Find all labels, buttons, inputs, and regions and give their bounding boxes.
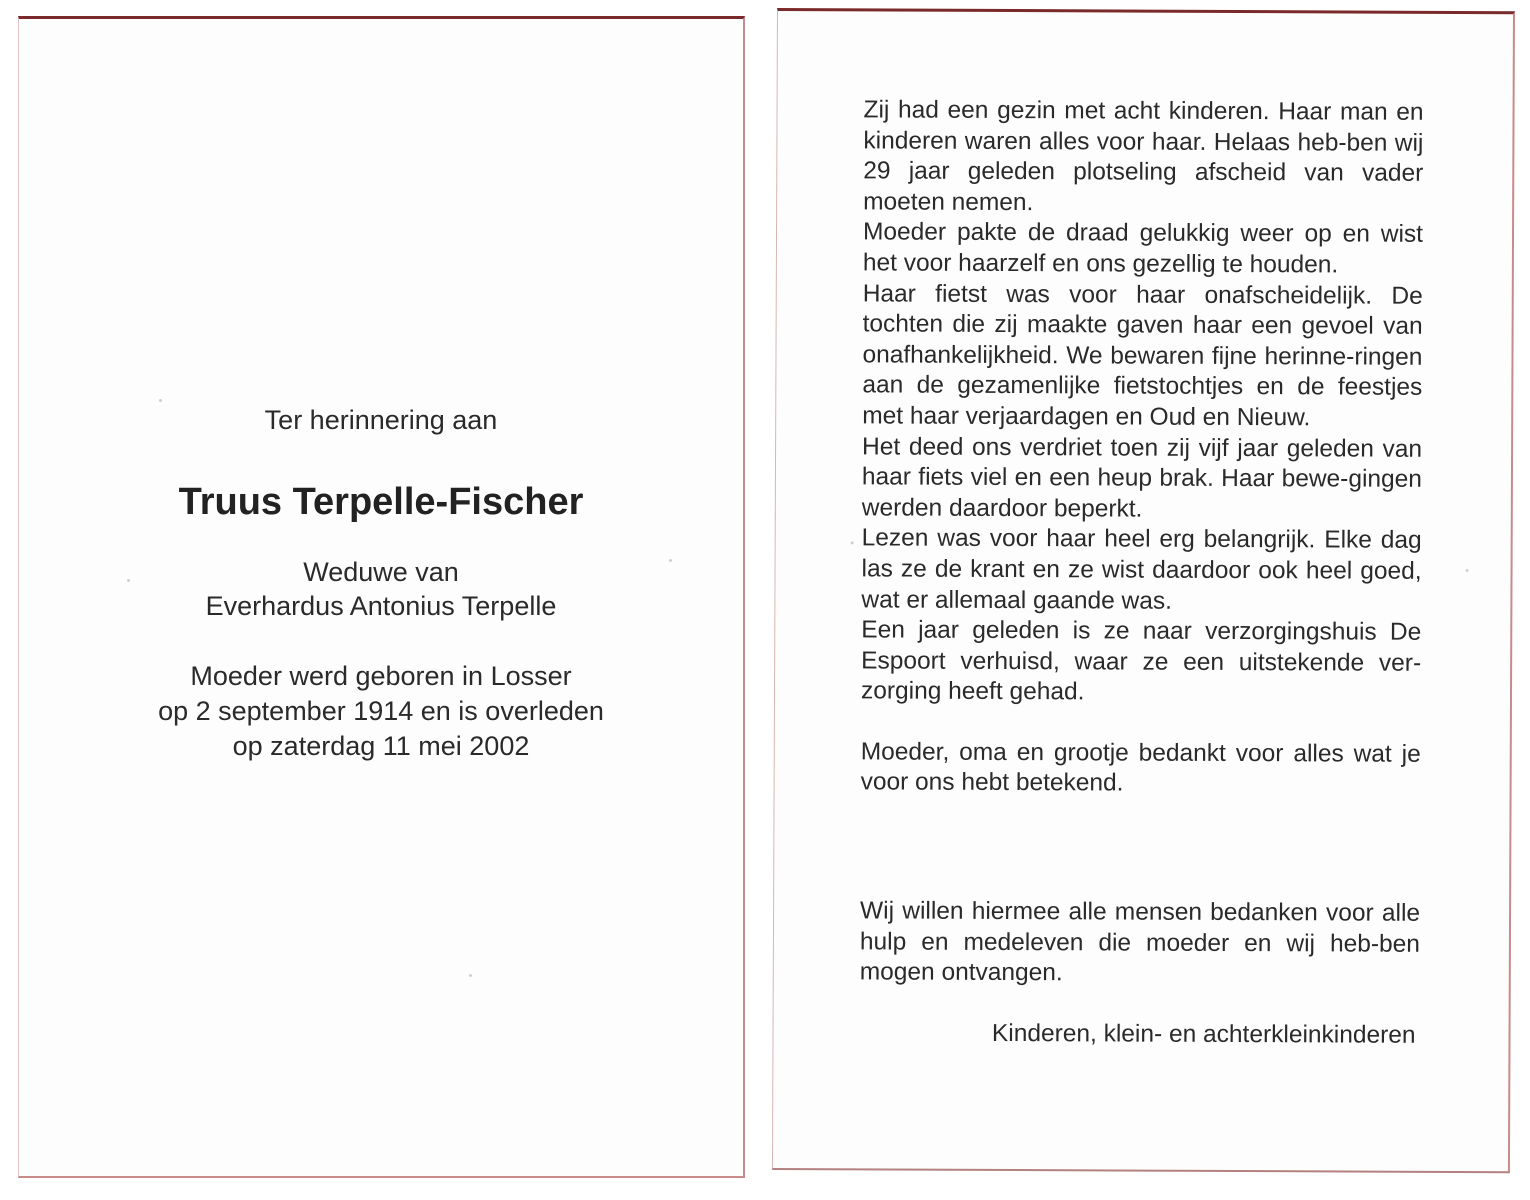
widow-block (19, 555, 743, 623)
paragraph-family: Zij had een gezin met acht kinderen. Haar man en kinderen waren alles voor haar. Helaas heb-ben wij 29 jaar geleden plotseling afscheid van vader moeten nemen. (863, 96, 1424, 216)
memorial-card-front (18, 16, 745, 1178)
widow-label: Weduwe van (303, 557, 459, 587)
thanks-paragraph: Moeder, oma en grootje bedankt voor alles wat je voor ons hebt betekend. (860, 738, 1421, 797)
life-dates-block (19, 659, 743, 764)
birth-line-1: Moeder werd geboren in Losser (190, 661, 572, 691)
spouse-name: Everhardus Antonius Terpelle (205, 591, 557, 621)
paragraph-care-home: Een jaar geleden is ze naar verzorgingshuis De Espoort verhuisd, waar ze een uitstekende ver-zorging heeft gehad. (860, 616, 1422, 706)
paragraph-fall: Het deed ons verdriet toen zij vijf jaar geleden van haar fiets viel en een heup brak. Haar bewe-gingen werden daardoor beperkt. (861, 432, 1423, 523)
paragraph-mother: Moeder pakte de draad gelukkig weer op en wist het voor haarzelf en ons gezellig te houden. (862, 218, 1424, 279)
paragraph-reading: Lezen was voor haar heel erg belangrijk. Elke dag las ze de krant en ze wist daardoor ook heel goed, wat er allemaal gaande was. (861, 524, 1422, 615)
paper-speck (127, 579, 130, 582)
signature: Kinderen, klein- en achterkleinkinderen (991, 1019, 1416, 1049)
paper-speck (469, 974, 472, 977)
memorial-card-back (772, 8, 1515, 1173)
paper-speck (669, 559, 672, 562)
memorial-front-text (19, 403, 743, 764)
paper-speck (851, 541, 854, 544)
paper-speck (159, 399, 162, 402)
paragraph-bicycle: Haar fietst was voor haar onafscheidelijk. De tochten die zij maakte gaven haar een gevoel van onafhankelijkheid. We bewaren fijne herinne-ringen aan de gezamenlijke fietstochtjes en de feestjes met haar verjaardagen en Oud en Nieuw. (862, 279, 1423, 432)
death-line: op zaterdag 11 mei 2002 (232, 731, 530, 761)
birth-line-2: op 2 september 1914 en is overleden (158, 696, 604, 726)
paper-speck (1466, 569, 1469, 572)
deceased-name: Truus Terpelle-Fischer (178, 481, 584, 523)
intro-text: Ter herinnering aan (264, 405, 498, 435)
memorial-back-text (859, 95, 1423, 1051)
gratitude-paragraph: Wij willen hiermee alle mensen bedanken voor alle hulp en medeleven die moeder en wij heb-ben mogen ontvangen. (859, 897, 1421, 987)
